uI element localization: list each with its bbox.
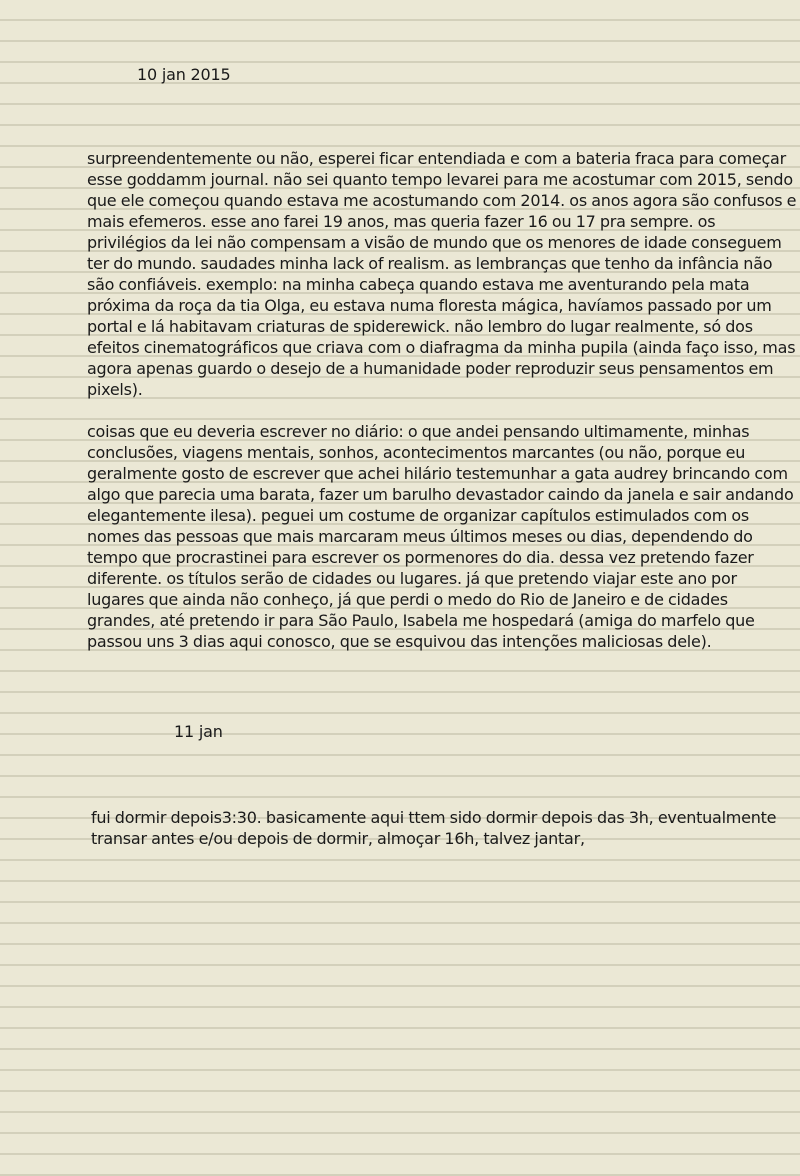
entry-date: 11 jan <box>174 722 223 741</box>
entry-paragraph: surpreendentemente ou não, esperei ficar entendiada e com a bateria fraca para começar esse goddamm journal. não sei quanto tempo levarei para me acostumar com 2015, sendo que ele começou quando estava me acostumando com 2014. os anos agora são confusos e mais efemeros. esse ano farei 19 anos, mas queria fazer 16 ou 17 pra sempre. os privilégios da lei não compensam a visão de mundo que os menores de idade conseguem ter do mundo. saudades minha lack of realism. as lembranças que tenho da infância não são confiáveis. exemplo: na minha cabeça quando estava me aventurando pela mata próxima da roça da tia Olga, eu estava numa floresta mágica, havíamos passado por um portal e lá habitavam criaturas de spiderewick. não lembro do lugar realmente, só dos efeitos cinematográficos que criava com o diafragma da minha pupila (ainda faço isso, mas agora apenas guardo o desejo de a humanidade poder reproduzir seus pensamentos em pixels). <box>87 149 797 399</box>
entry-date: 10 jan 2015 <box>137 65 231 84</box>
entry-paragraph: coisas que eu deveria escrever no diário: o que andei pensando ultimamente, minhas conclusões, viagens mentais, sonhos, acontecimentos marcantes (ou não, porque eu geralmente gosto de escrever que achei hilário testemunhar a gata audrey brincando com algo que parecia uma barata, fazer um barulho devastador caindo da janela e sair andando elegantemente ilesa). peguei um costume de organizar capítulos estimulados com os nomes das pessoas que mais marcaram meus últimos meses ou dias, dependendo do tempo que procrastinei para escrever os pormenores do dia. dessa vez pretendo fazer diferente. os títulos serão de cidades ou lugares. já que pretendo viajar este ano por lugares que ainda não conheço, já que perdi o medo do Rio de Janeiro e de cidades grandes, até pretendo ir para São Paulo, Isabela me hospedará (amiga do marfelo que passou uns 3 dias aqui conosco, que se esquivou das intenções maliciosas dele). <box>87 422 794 651</box>
entry-paragraph: fui dormir depois3:30. basicamente aqui ttem sido dormir depois das 3h, eventualmente transar antes e/ou depois de dormir, almoçar 16h, talvez jantar, <box>91 808 777 848</box>
